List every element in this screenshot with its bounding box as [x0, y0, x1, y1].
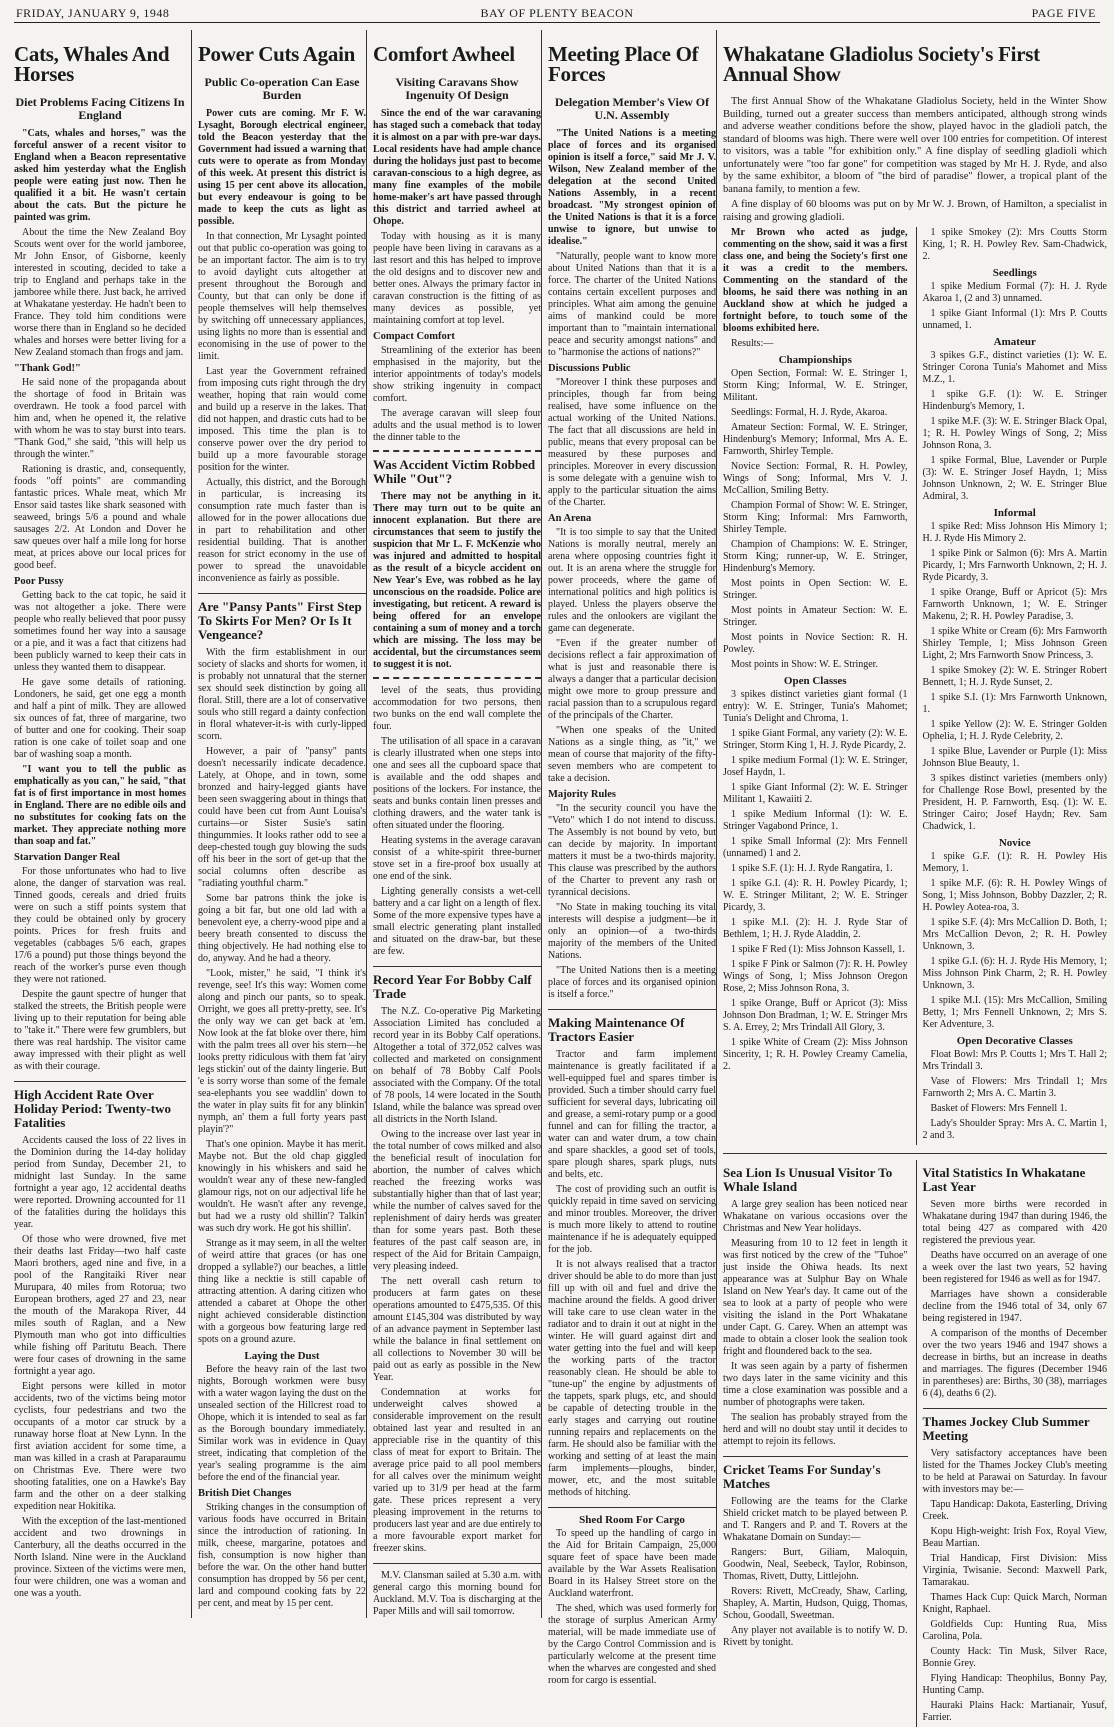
headline-pansy-pants: Are "Pansy Pants" First Step To Skirts For Men? Or Is It Vengeance?: [198, 599, 362, 642]
result-item: 1 spike G.I. (4): R. H. Powley Picardy, 1; W. E. Stringer Militant, 2; W. E. Stringer Picardy, 3.: [723, 878, 908, 913]
body-paragraph: The first Annual Show of the Whakatane Gladiolus Society, held in the Winter Show Building, turned out a greater success than members anticipated, although strong winds and adverse weather conditions before the show, played havoc in the gladioli patch, the standard of blooms was high. There were well over 100 entries for competition. Of interest to visitors, was a table "for exhibition only." A fine display of seedling gladioli which unfortunately were "too far gone" for competition was staged by Mr H. J. Ryde, and also by the same exhibitor, a bloom of "the bird of paradise" flower, a tropical plant of the banana family, to mention a few.: [723, 96, 1107, 195]
result-item: 1 spike White or Cream (6): Mrs Farnworth Shirley Temple, 1; Miss Johnson Green Light, 2; Mrs Farnworth Snow Princess, 3.: [922, 626, 1107, 661]
subhead-visiting-caravans: Visiting Caravans Show Ingenuity Of Design: [395, 75, 519, 102]
body-paragraph: A large grey sealion has been noticed near Whakatane on various occasions over the Christmas and New Year holidays.: [723, 1199, 908, 1234]
divider: [548, 1009, 716, 1010]
result-item: 1 spike Formal, Blue, Lavender or Purple (3): W. E. Stringer Josef Haydn, 1; Miss Johnson Unknown, 2; W. E. Stringer Blue Admiral, 3.: [922, 455, 1107, 502]
body-paragraph: Despite the gaunt spectre of hunger that stalked the streets, the British people were living up to their reputation for being able to "take it." There were few grumblers, but there was real hardship. The visitor came away impressed with their plight as well as with their courage.: [14, 989, 186, 1072]
crosshead-discussions: Discussions Public: [548, 363, 631, 374]
crosshead-starvation: Starvation Danger Real: [14, 852, 120, 863]
lower-left: [723, 1160, 908, 1727]
body-paragraph: Deaths have occurred on an average of one a week over the last two years, 52 having been registered for 1946 as well as for 1947.: [922, 1250, 1107, 1285]
column-5: [716, 30, 1107, 1723]
body-paragraph: "In the security council you have the "Veto" which I do not intend to discuss. The Assembly is not bound by veto, but can decide by majority. In important matters it must be a two-thirds majority. This clause was prescribed by the authors of the Charter to prevent any rash or tyrannical decisions.: [548, 803, 716, 898]
column-1: [14, 30, 190, 1618]
body-paragraph: Of those who were drowned, five met their deaths last Friday—two half caste Maori brothers, aged nine and five, in a pool of the Rangitaiki River near Murupara, 40 miles from Rotorua; two European brothers, aged 27 and 23, near the mouth of the Marakopa River, 44 miles south of Raglan, and a New Plymouth man who got into difficulties while fishing off Paritutu Beach. There were four cases of drowning in the same fortnight a year ago.: [14, 1234, 186, 1377]
body-paragraph: It is not always realised that a tractor driver should be able to do more than just fill up with oil and fuel and drive the machine around the fields. A good driver will take care to use clean water in the radiator and to drain it out at night in the winter. He will guard against dirt and water getting into the fuel and will keep the working parts of the tractor reasonably clean. He should be able to "tune-up" the engine by adjustments of the tappets, spark plugs, etc, and should be capable of detecting trouble in the early stages and carrying out routine running repairs and replacements on the farm. He should also be familiar with the working and setting of at least the main farm implements—ploughs, binder, mower, etc, and the most suitable methods of hitching.: [548, 1259, 716, 1498]
paper-name: BAY OF PLENTY BEACON: [480, 6, 634, 20]
result-item: 1 spike F Pink or Salmon (7): R. H. Powley Wings of Song, 1; Miss Johnson Oregon Rose, 2; Miss Johnson Rona, 3.: [723, 959, 908, 994]
results-right: [916, 227, 1108, 1145]
section-decorative: Open Decorative Classes: [956, 1035, 1073, 1047]
body-paragraph: The utilisation of all space in a caravan is clearly illustrated when one steps into one and sees all the cupboard space that is available and the odd shapes and positions of the lockers. For instance, the seats and bunks contain linen presses and clothing drawers, and the water tank is often situated under the flooring.: [373, 736, 541, 831]
body-paragraph: "When one speaks of the United Nations as a single thing, as "it," we mean of course that majority of the fifty-seven members who are competent to take a decision.: [548, 725, 716, 784]
body-paragraph: level of the seats, thus providing accommodation for two persons, then two bunks on the end wall complete the four.: [373, 685, 541, 732]
headline-accident-rate: High Accident Rate Over Holiday Period: Twenty-two Fatalities: [14, 1087, 171, 1130]
result-item: Thames Hack Cup: Quick March, Norman Knight, Raphael.: [922, 1592, 1107, 1615]
result-item: Amateur Section: Formal, W. E. Stringer, Hindenburg's Memory; Informal, Mrs A. E. Farnworth, Shirley Temple.: [723, 422, 908, 457]
result-item: 1 spike M.I. (15): Mrs McCallion, Smiling Betty, 1; Mrs Fennell Unknown, 2; Mrs S. Ker Adventure, 3.: [922, 995, 1107, 1030]
body-paragraph: "Look, mister," he said, "I think it's revenge, see! It's this way: Women come along and pinch our pants, so to speak. Orright, we goes all pretty-pretty, see. It's the only way we can get back at 'em. Now look at the fat bloke over there, him with the palm trees all over his stern—he looks pretty ridiculous with them fat 'airy legs stickin' out of the dainty lingerie. But 'e is sorry worse than some of the female sea-elephants you see waddlin' down to the water in play suits fit for any blinkin' nymph, an' them a full forty years past playin'?": [198, 968, 366, 1135]
divider: [373, 1563, 541, 1564]
divider: [14, 1081, 186, 1082]
headline-gladiolus-show: Whakatane Gladiolus Society's First Annual Show: [723, 42, 1040, 86]
gladiolus-results: [723, 227, 1107, 1145]
body-paragraph: "No State in making touching its vital interests will despise a judgment—be it only an opinion—of a two-thirds majority of the members of the United Nations.: [548, 902, 716, 961]
body-paragraph: Condemnation at works for underweight calves showed a considerable improvement on the result obtained last year and resulted in an appreciable rise in the quantity of this class of meat for export to Britain. The average price paid to all pool members for all calves over the minimum weight varied up to 31/9 per head at the farm gate. These prices represent a very pleasing improvement in the returns to producers last year and are due entirely to a more favourable export market for freezer skins.: [373, 1387, 541, 1554]
result-item: 1 spike Small Informal (2): Mrs Fennell (unnamed) 1 and 2.: [723, 836, 908, 859]
result-item: Most points in Novice Section: R. H. Powley.: [723, 632, 908, 655]
section-open-classes: Open Classes: [783, 675, 847, 687]
result-item: Flying Handicap: Theophilus, Bonny Pay, Hunting Camp.: [922, 1673, 1107, 1696]
section-amateur: Amateur: [993, 336, 1036, 348]
result-item: County Hack: Tin Musk, Silver Race, Bonnie Grey.: [922, 1646, 1107, 1669]
result-item: 1 spike Giant Informal (2): W. E. Stringer Militant 1, Kawaiiti 2.: [723, 782, 908, 805]
result-item: 1 spike Giant Informal (1): Mrs P. Coutts unnamed, 1.: [922, 308, 1107, 331]
headline-thames-jockey: Thames Jockey Club Summer Meeting: [922, 1414, 1090, 1443]
body-paragraph: In that connection, Mr Lysaght pointed out that public co-operation was going to be an important factor. The aim is to try to avoid daylight cuts altogether at present throughout the Borough and County, but that can only be done if people themselves will help themselves by switching off unnecessary appliances, using lights no more than is essential and economising in the use of power to the limit.: [198, 231, 366, 362]
body-paragraph: About the time the New Zealand Boy Scouts went over for the world jamboree, Mr John Ensor, of Gisborne, keenly interested in scouting, decided to take a trip to England and perhaps take in the jamboree while there. Just back, he arrived at Whakatane yesterday. He hadn't been to France. They told him conditions were worse there than in England so he decided whales and horses were better living for a New Zealand stomach than frogs and jam.: [14, 227, 186, 358]
result-item: 3 spikes distinct varieties (members only) for Challenge Rose Bowl, presented by the President, H. P. Farnworth, Esq. (1): W. E. Stringer Cairo; Josef Haydn; Rev. Sam Chadwick, 1.: [922, 773, 1107, 832]
body-paragraph: To speed up the handling of cargo in the Aid for Britain Campaign, 25,000 square feet of space have been made available by the War Assets Realisation Board in its Halsey Street store on the Auckland waterfront.: [548, 1528, 716, 1599]
lower-right: [916, 1160, 1108, 1727]
lead-paragraph: Since the end of the war caravaning has staged such a comeback that today it is almost on a par with pre-war days. Local residents have had ample chance during the holidays just past to become caravan-conscious to a high degree, as many fine examples of the mobile home-maker's art have passed through this district and tarried awheel at Ohope.: [373, 108, 541, 227]
body-paragraph: Results:—: [731, 338, 774, 349]
body-paragraph: The nett overall cash return to producers at farm gates on these operations amounted to £475,535. Of this amount £145,304 was distributed by way of an advance payment in September last while the balance in final settlement on all collections to November 30 will be paid out as early as possible in the New Year.: [373, 1276, 541, 1383]
result-item: 1 spike M.F. (6): R. H. Powley Wings of Song, 1; Miss Johnson, Bobby Dazzler, 2; R. H. Powley Aotea-roa, 3.: [922, 878, 1107, 913]
body-paragraph: Owing to the increase over last year in the total number of cows milked and also the beneficial result of inoculation for abortion, the number of calves which reached the freezing works was substantially higher than that of last year; while the number of calves saved for the replenishment of dairy herds was greater than for some years past. Both these features of the past calf season are, in respect of the Aid for Britain Campaign, very pleasing indeed.: [373, 1129, 541, 1272]
body-paragraph: That's one opinion. Maybe it has merit. Maybe not. But the old chap giggled knowingly in his whiskers and said he wouldn't wear any of these new-fangled glamour rigs, not on our adjectival life he wouldn't. He wasn't after any revenge, but had we a rusty old shillin'? Talkin' was such dry work. He got his shillin'.: [198, 1139, 366, 1234]
headline-bobby-calf: Record Year For Bobby Calf Trade: [373, 972, 532, 1001]
lead-paragraph: There may not be anything in it. There may turn out to be quite an innocent explanation. But there are circumstances that seem to justify the suspicion that Mr L. F. McKenzie who was injured and admitted to hospital as the result of a bicycle accident on New Year's Eve, was robbed as he lay unconscious on the roadside. Police are investigating, but reticent. A reward is being offered for an envelope containing a sum of money and a torch which are missing. The loss may be accidental, but the circumstances seem to suggest it is not.: [373, 491, 541, 670]
result-item: 1 spike medium Formal (1): W. E. Stringer, Josef Haydn, 1.: [723, 755, 908, 778]
result-item: 1 spike M.I. (2): H. J. Ryde Star of Bethlem, 1; H. J. Ryde Aladdin, 2.: [723, 917, 908, 940]
divider: [373, 450, 541, 452]
body-paragraph: Very satisfactory acceptances have been listed for the Thames Jockey Club's meeting to be held at Parawai on Saturday. In favour with investors may be:—: [922, 1448, 1107, 1495]
crosshead-arena: An Arena: [548, 513, 592, 524]
headline-tractors: Making Maintenance Of Tractors Easier: [548, 1015, 685, 1044]
headline-sea-lion: Sea Lion Is Unusual Visitor To Whale Island: [723, 1165, 893, 1194]
body-paragraph: He said none of the propaganda about the shortage of food in Britain was overdrawn. He took a food parcel with him and, when he opened it, the relative with whom he was to stay burst into tears. "Thank God," she said, "this will help us through the winter.": [14, 377, 186, 460]
result-item: 1 spike F Red (1): Miss Johnson Kassell, 1.: [731, 944, 905, 955]
subhead-delegation: Delegation Member's View Of U.N. Assembly: [554, 95, 710, 122]
result-item: Kopu High-weight: Irish Fox, Royal View, Beau Martian.: [922, 1526, 1107, 1549]
body-paragraph: Some bar patrons think the joke is going a bit far, but one old lad with a benevolent eye, a cherry-wood pipe and a beery breath consented to discuss the thing objectively. He had nothing else to do, anyway. And he had a theory.: [198, 893, 366, 964]
divider: [723, 1456, 908, 1457]
body-paragraph: Before the heavy rain of the last two nights, Borough workmen were busy with a water wagon laying the dust on the unsealed section of the Hillcrest road to Ohope, which it is intended to seal as far as the Borough boundary immediately. Similar work was in evidence in Quay street, indicating that completion of the year's sealing programme is the aim before the end of the financial year.: [198, 1364, 366, 1483]
page-number: PAGE FIVE: [1031, 6, 1096, 20]
body-paragraph: The N.Z. Co-operative Pig Marketing Association Limited has concluded a record year in its Bobby Calf operations. Altogether a total of 372,052 calves was collected and marketed on consignment on behalf of 78 Bobby Calf Pools associated with the Company. Of the total of 78 pools, 14 were located in the South Island, while the balance was spread over all districts in the North Island.: [373, 1006, 541, 1125]
results-left: [723, 227, 908, 1145]
body-paragraph: The sealion has probably strayed from the herd and will no doubt stay until it decides to attempt to rejoin its fellows.: [723, 1412, 908, 1447]
body-paragraph: "The United Nations then is a meeting place of forces and its organised opinion is itself a force.": [548, 965, 716, 1000]
section-novice: Novice: [998, 837, 1031, 849]
lead-paragraph: "Cats, whales and horses," was the forceful answer of a recent visitor to England when a Beacon representative asked him yesterday what the English people were eating just now. Then he qualified it a bit. He wasn't certain about the cats. But the picture he painted was grim.: [14, 128, 186, 223]
crosshead-british-diet: British Diet Changes: [198, 1488, 292, 1499]
result-item: 1 spike Orange, Buff or Apricot (3): Miss Johnson Don Bradman, 1; W. E. Stringer Mrs S. A. Errey, 2; Mrs Trindall All Glory, 3.: [723, 998, 908, 1033]
headline-power-cuts: Power Cuts Again: [198, 42, 355, 66]
result-item: Goldfields Cup: Hunting Rua, Miss Carolina, Pola.: [922, 1619, 1107, 1642]
lower-stories: [723, 1160, 1107, 1727]
body-paragraph: "Naturally, people want to know more about United Nations than that it is a force. The charter of the United Nations contains certain excellent purposes and principles. What aim among the genuine aims of mankind could be more important than to "maintain international peace and security amongst nations" and to "harmonise the actions of nations?": [548, 251, 716, 358]
body-paragraph: For those unfortunates who had to live alone, the danger of starvation was real. Tinned goods, cereals and dried fruits were on such a stiff points system that they could be obtained only by grocery points. Prices for fresh fruits and vegetables (cabbages 5/6 each, grapes 17/6 a pound) put those things beyond the reach of the worker's purse even though they were not rationed.: [14, 866, 186, 985]
lead-paragraph: "The United Nations is a meeting place of forces and its organised opinion is itself a force," said Mr J. V. Wilson, New Zealand member of the delegation at the second United Nations Assembly, in a recent broadcast. "My strongest opinion of the United Nations is that it is a force unwise to ignore, but unwise to idealise.": [548, 128, 716, 247]
body-paragraph: "Even if the greater number of decisions reflect a fair approximation of what is just and reasonable there is always a danger that a particular decision might owe more to group pressure and racial passion than to a scrupulous regard of the principals of the Charter.: [548, 638, 716, 721]
subhead-public-cooperation: Public Co-operation Can Ease Burden: [204, 75, 360, 102]
result-item: 1 spike Smokey (2): Mrs Coutts Storm King, 1; R. H. Powley Rev. Sam-Chadwick, 2.: [922, 227, 1107, 262]
result-item: 1 spike Orange, Buff or Apricot (5): Mrs Farnworth Unknown, 1; W. E. Stringer Makenu, 2; R. H. Powley Paradise, 3.: [922, 587, 1107, 622]
divider: [373, 677, 541, 679]
body-paragraph: Accidents caused the loss of 22 lives in the Dominion during the 14-day holiday period from Sunday, December 21, to midnight last Sunday. In the same fortnight a year ago, 12 accidental deaths were reported. Drowning accounted for 11 of the fatalities during the holidays this year.: [14, 1135, 186, 1230]
column-2: [191, 30, 370, 1618]
result-item: 1 spike Pink or Salmon (6): Mrs A. Martin Picardy, 1; Mrs Farnworth Unknown, 2; H. J. Ryde Picardy, 3.: [922, 548, 1107, 583]
body-paragraph: Striking changes in the consumption of various foods have occurred in Britain since the introduction of rationing. In milk, cheese, margarine, potatoes and fish, consumption is now higher than before the war. On the other hand butter consumption has dropped by 56 per cent, lard and compound cooking fats by 22 per cent, and meat by 15 per cent.: [198, 1502, 366, 1609]
body-paragraph: Streamlining of the exterior has been emphasised in the majority, but the interior appointments of today's models show striking ingenuity in compact comfort.: [373, 345, 541, 404]
result-item: 3 spikes G.F., distinct varieties (1): W. E. Stringer Corona Tunia's Mahomet and Miss M.Z., 1.: [922, 350, 1107, 385]
result-item: Float Bowl: Mrs P. Coutts 1; Mrs T. Hall 2; Mrs Trindall 3.: [922, 1049, 1107, 1072]
body-paragraph: Last year the Government refrained from imposing cuts right through the dry weather, hoping that rain would come and build up a reserve in the lakes. That did not happen, and drastic cuts had to be imposed. This time the plan is to conserve power over the dry period to build up a more favourable storage position for the winter.: [198, 366, 366, 473]
issue-date: FRIDAY, JANUARY 9, 1948: [16, 6, 170, 20]
subhead-diet-problems: Diet Problems Facing Citizens In England: [15, 95, 185, 122]
quote-paragraph: "I want you to tell the public as emphatically as you can," he said, "that fat is of first importance in most homes in England. There are no edible oils and no substitutes for cooking fats on the market. They appreciate nothing more than soap and fat.": [14, 764, 186, 847]
crosshead-thank-god: "Thank God!": [14, 363, 81, 374]
result-item: 1 spike M.F. (3): W. E. Stringer Black Opal, 1; R. H. Powley Wings of Song, 2; Miss Johnson Rona, 3.: [922, 416, 1107, 451]
divider: [923, 1408, 1108, 1409]
column-4: [541, 30, 720, 1686]
body-paragraph: Getting back to the cat topic, he said it was not altogether a joke. There were people who really believed that poor pussy sometimes found her way into a sausage or a pie, and it was a fact that citizens had been publicly warned to keep their cats in unless they wanted them to disappear.: [14, 590, 186, 673]
crosshead-laying-dust: Laying the Dust: [244, 1350, 320, 1362]
body-paragraph: The shed, which was used formerly for the storage of surplus American Army material, will be made immediate use of by the Cargo Control Commission and is particularly welcome at the present time when the wharves are congested and shed room for cargo is essential.: [548, 1603, 716, 1686]
body-paragraph: Rationing is drastic, and, consequently, foods "off points" are commanding fantastic prices. Whale meat, which Mr Ensor said tastes like shark seasoned with seaweed, brings 5/6 a pound and whale sausages 2/2. At London and Dover he saw queues over half a mile long for horse meat, at prices above our local prices for good beef.: [14, 464, 186, 571]
result-item: 3 spikes distinct varieties giant formal (1 entry): W. E. Stringer, Tunia's Mahomet; Tunia's Delight and Chroma, 1.: [723, 689, 908, 724]
result-item: 1 spike Giant Formal, any variety (2): W. E. Stringer, Storm King 1, H. J. Ryde Picardy, 2.: [723, 728, 908, 751]
result-item: Most points in Amateur Section: W. E. Stringer.: [723, 605, 908, 628]
body-paragraph: Tractor and farm implement maintenance is greatly facilitated if a well-equipped fuel and spares timber is provided. Such a timber should carry fuel sufficient for several days, lubricating oil and grease, a semi-rotary pump or a good funnel and can for filling the tractor, a water can and water drum, a tow chain and spare shackles, a good set of tools, spare plough shares, spark plugs, nuts and belts, etc.: [548, 1049, 716, 1180]
result-item: 1 spike S.I. (1): Mrs Farnworth Unknown, 1.: [922, 692, 1107, 715]
result-item: 1 spike Medium Informal (1): W. E. Stringer Vagabond Prince, 1.: [723, 809, 908, 832]
body-paragraph: The average caravan will sleep four adults and the usual method is to lower the dinner table to the: [373, 408, 541, 443]
gladiolus-intro: [723, 96, 1107, 224]
result-item: 1 spike Red: Miss Johnson His Mimory 1; H. J. Ryde His Mimory 2.: [922, 521, 1107, 544]
body-paragraph: Strange as it may seem, in all the welter of weird attire that graces (or has one dropped a syllable?) our beaches, a little thing like a necktie is still capable of attracting attention. A daring citizen who attended a cabaret at Ohope the other night achieved considerable distinction with a gorgeous bow featuring large red spots on a ground azure.: [198, 1238, 366, 1345]
headline-shed-room: Shed Room For Cargo: [579, 1514, 685, 1526]
divider: [373, 966, 541, 967]
body-paragraph: Seven more births were recorded in Whakatane during 1947 than during 1946, the total being 427 as compared with 420 registered the previous year.: [922, 1199, 1107, 1246]
body-paragraph: A comparison of the months of December over the two years 1946 and 1947 shows a decrease in births, but an increase in deaths and marriages. The figures (December 1946 in parentheses) are: Births, 30 (38), marriages 6 (4), deaths 6 (2).: [922, 1328, 1107, 1399]
body-paragraph: However, a pair of "pansy" pants doesn't necessarily indicate decadence. Lately, at Ohope, and in town, some bronzed and hairy-legged giants have been seen swaggering about in things that could have been cut from Aunt Louisa's curtains—or Sister Susie's satin thingummies. It looks rather odd to see a deep-chested tough guy blowing the suds off his beer in the sort of get-up that the social columns often describe as "radiating youthful charm.": [198, 746, 366, 889]
column-3: [366, 30, 545, 1618]
result-item: Most points in Show: W. E. Stringer.: [731, 659, 878, 670]
result-item: 1 spike Yellow (2): W. E. Stringer Golden Ophelia, 1; H. J. Ryde Celebrity, 2.: [922, 719, 1107, 742]
result-item: Seedlings: Formal, H. J. Ryde, Akaroa.: [731, 407, 888, 418]
result-item: Lady's Shoulder Spray: Mrs A. C. Martin 1, 2 and 3.: [922, 1118, 1107, 1141]
divider: [548, 1507, 716, 1508]
section-informal: Informal: [993, 507, 1036, 519]
body-paragraph: Actually, this district, and the Borough in particular, is increasing its consumption rate much faster than is allowed for in the power allocations due in part to rehabilitation and other residential building. That is another reason for strict economy in the use of power to spread the unavoidable inconvenience as fairly as possible.: [198, 477, 366, 584]
result-item: 1 spike G.F. (1): R. H. Powley His Memory, 1.: [922, 851, 1107, 874]
result-item: Novice Section: Formal, R. H. Powley, Wings of Song; Informal, Mrs V. J. McCallion, Smiling Betty.: [723, 461, 908, 496]
body-paragraph: Today with housing as it is many people have been living in caravans as a last resort and this has helped to improve the old designs and to discover new and better ones. Always the primary factor in caravan construction is the fitting of as many devices as possible, yet maintaining comfort at top level.: [373, 231, 541, 326]
crosshead-poor-pussy: Poor Pussy: [14, 576, 64, 587]
crosshead-compact-comfort: Compact Comfort: [373, 331, 455, 342]
headline-accident-victim: Was Accident Victim Robbed While "Out"?: [373, 457, 536, 486]
body-paragraph: Lighting generally consists a wet-cell battery and a car light on a length of flex. Some of the more expensive types have a small electric generating plant installed and situated on the draw-bar, but these are few.: [373, 886, 541, 957]
result-item: Hauraki Plains Hack: Martianair, Yusuf, Farrier.: [922, 1700, 1107, 1723]
body-paragraph: "Moreover I think these purposes and principles, though far from being realised, have some influence on the actual working of the United Nations. The fact that all discussions are held in public, means that every proposal can be measured by these purposes and principles. Moreover in every discussion is some delegate with a genuine wish to apply to the particular situation the aims of the Charter.: [548, 377, 716, 508]
result-item: 1 spike S.F. (4): Mrs McCallion D. Both, 1; Mrs McCallion Devon, 2; R. H. Powley Unknown, 3.: [922, 917, 1107, 952]
divider: [723, 1153, 1107, 1154]
result-item: Most points in Open Section: W. E. Stringer.: [723, 578, 908, 601]
result-item: 1 spike Smokey (2): W. E. Stringer Robert Bennett, 1; H. J. Ryde Sunset, 2.: [922, 665, 1107, 688]
headline-cricket: Cricket Teams For Sunday's Matches: [723, 1462, 881, 1491]
result-item: Tapu Handicap: Dakota, Easterling, Driving Creek.: [922, 1499, 1107, 1522]
masthead: [14, 4, 1100, 23]
result-item: Vase of Flowers: Mrs Trindall 1; Mrs Farnworth 2; Mrs A. C. Martin 3.: [922, 1076, 1107, 1099]
body-paragraph: Heating systems in the average caravan consist of a white-spirit three-burner stove set in a fire-proof box usually at one end of the sink.: [373, 835, 541, 882]
headline-meeting-place: Meeting Place Of Forces: [548, 42, 699, 86]
body-paragraph: Rovers: Rivett, McCready, Shaw, Carling, Shapley, A. Martin, Hudson, Quigg, Thomas, Schou, Goodall, Sweetman.: [723, 1586, 908, 1621]
headline-cats-whales: Cats, Whales And Horses: [14, 42, 170, 86]
result-item: 1 spike Blue, Lavender or Purple (1): Miss Johnson Blue Beauty, 1.: [922, 746, 1107, 769]
result-item: Open Section, Formal: W. E. Stringer 1, Storm King; Informal, W. E. Stringer, Militant.: [723, 368, 908, 403]
headline-comfort-awheel: Comfort Awheel: [373, 42, 515, 66]
result-item: 1 spike G.I. (6): H. J. Ryde His Memory, 1; Miss Johnson Pink Charm, 2; R. H. Powley Unknown, 3.: [922, 956, 1107, 991]
body-paragraph: "It is too simple to say that the United Nations is morally neutral, merely an arena where opposing countries fight it out. It is an arena where the struggle for power proceeds, where the game of international politics and high politics is played. Unless the players observe the rules and the onlookers are vigilant the game can degenerate.: [548, 527, 716, 634]
body-paragraph: With the exception of the last-mentioned accident and two drownings in Canterbury, all the deaths occurred in the North Island. Nine were in the Auckland province. Sixteen of the victims were men, four were children, one was a woman and one was a youth.: [14, 1516, 186, 1599]
body-paragraph: Marriages have shown a considerable decline from the 1946 total of 34, only 67 being registered in 1947.: [922, 1289, 1107, 1324]
result-item: Champion of Champions: W. E. Stringer, Storm King; runner-up, W. E. Stringer, Hindenburg's Memory.: [723, 539, 908, 574]
lead-paragraph: Mr Brown who acted as judge, commenting on the show, said it was a first class one, and being the Society's first one it was a credit to the members. Commenting on the standard of the blooms, he said there was nothing in an Auckland show at which he judged a fortnight before, to touch some of the blooms exhibited here.: [723, 227, 908, 334]
section-seedlings: Seedlings: [992, 267, 1037, 279]
body-paragraph: Following are the teams for the Clarke Shield cricket match to be played between P. and T. Rangers and P. and T. Rovers at the Whakatane Domain on Sunday:—: [723, 1496, 908, 1543]
headline-vital-statistics: Vital Statistics In Whakatane Last Year: [922, 1165, 1086, 1194]
result-item: 1 spike Medium Formal (7): H. J. Ryde Akaroa 1, (2 and 3) unnamed.: [922, 281, 1107, 304]
body-paragraph: Any player not available is to notify W. D. Rivett by tonight.: [723, 1625, 908, 1648]
result-item: Basket of Flowers: Mrs Fennell 1.: [930, 1103, 1068, 1114]
result-item: 1 spike White of Cream (2): Miss Johnson Sincerity, 1; R. H. Powley Creamy Camelia, 2.: [723, 1037, 908, 1072]
body-paragraph: Measuring from 10 to 12 feet in length it was first noticed by the crew of the "Tuhoe" just inside the Ohiwa heads. Its next appearance was at Sulphur Bay on Whale Island on New Year's day. It came out of the sea to look at a party of people who were visiting the island in the Port Whakatane under Capt. G. Carey. When an attempt was made to obtain a closer look the sealion took fright and floundered back to the sea.: [723, 1238, 908, 1357]
body-paragraph: He gave some details of rationing. Londoners, he said, get one egg a month and half a pint of milk. They are allowed six ounces of fat, three of margarine, two of butter and one for cooking. Their soap ration is one cake of toilet soap and one bar of washing soap a month.: [14, 677, 186, 760]
result-item: 1 spike S.F. (1): H. J. Ryde Rangatira, 1.: [731, 863, 893, 874]
result-item: 1 spike G.F. (1): W. E. Stringer Hindenburg's Memory, 1.: [922, 389, 1107, 412]
divider: [198, 593, 366, 594]
body-paragraph: With the firm establishment in our society of slacks and shorts for women, it is probably not unnatural that the sterner sex should seek distinction by going all floral. Still, there are a lot of conservative souls who still regard a dainty confection in floral whatever-it-is with curly-lipped scorn.: [198, 647, 366, 742]
lead-paragraph: Power cuts are coming. Mr F. W. Lysaght, Borough electrical engineer, told the Beacon yesterday that the Government had issued a warning that cuts were to operate as from Monday of this week. At present this district is using 15 per cent above its allocation, but every endeavour is going to be made to keep the cuts as light as possible.: [198, 108, 366, 227]
body-paragraph: Eight persons were killed in motor accidents, two of the victims being motor cyclists, four pedestrians and two the occupants of a motor car struck by a runaway horse float at New Lynn. In the first aviation accident for some time, a man was killed in a crash at Paraparaumu on Christmas Eve. There were two shooting fatalities, one on a Hawke's Bay farm and the other on a deer stalking expedition near Hokitika.: [14, 1381, 186, 1512]
result-item: Champion Formal of Show: W. E. Stringer, Storm King; Informal: Mrs Farnworth, Shirley Temple.: [723, 500, 908, 535]
body-paragraph: The cost of providing such an outfit is quickly repaid in time saved on servicing and minor troubles. Moreover, the driver is much more likely to attend to routine maintenance if he is adequately equipped for the job.: [548, 1184, 716, 1255]
body-paragraph: A fine display of 60 blooms was put on by Mr W. J. Brown, of Hamilton, a specialist in raising and growing gladioli.: [723, 199, 1107, 223]
body-paragraph: M.V. Clansman sailed at 5.30 a.m. with general cargo this morning bound for Auckland. M.V. Toa is discharging at the Paper Mills and will sail tomorrow.: [373, 1570, 541, 1617]
body-paragraph: It was seen again by a party of fishermen two days later in the same vicinity and this time a close examination was possible and a number of photographs were taken.: [723, 1361, 908, 1408]
crosshead-majority: Majority Rules: [548, 789, 616, 800]
body-paragraph: Rangers: Burt, Giliam, Maloquin, Goodwin, Neal, Seebeck, Taylor, Robinson, Thomas, Rivett, Dutty, Littlejohn.: [723, 1547, 908, 1582]
section-championships: Championships: [778, 354, 852, 366]
result-item: Trial Handicap, First Division: Miss Virginia, Twisanie. Second: Maxwell Park, Tamarakau.: [922, 1553, 1107, 1588]
